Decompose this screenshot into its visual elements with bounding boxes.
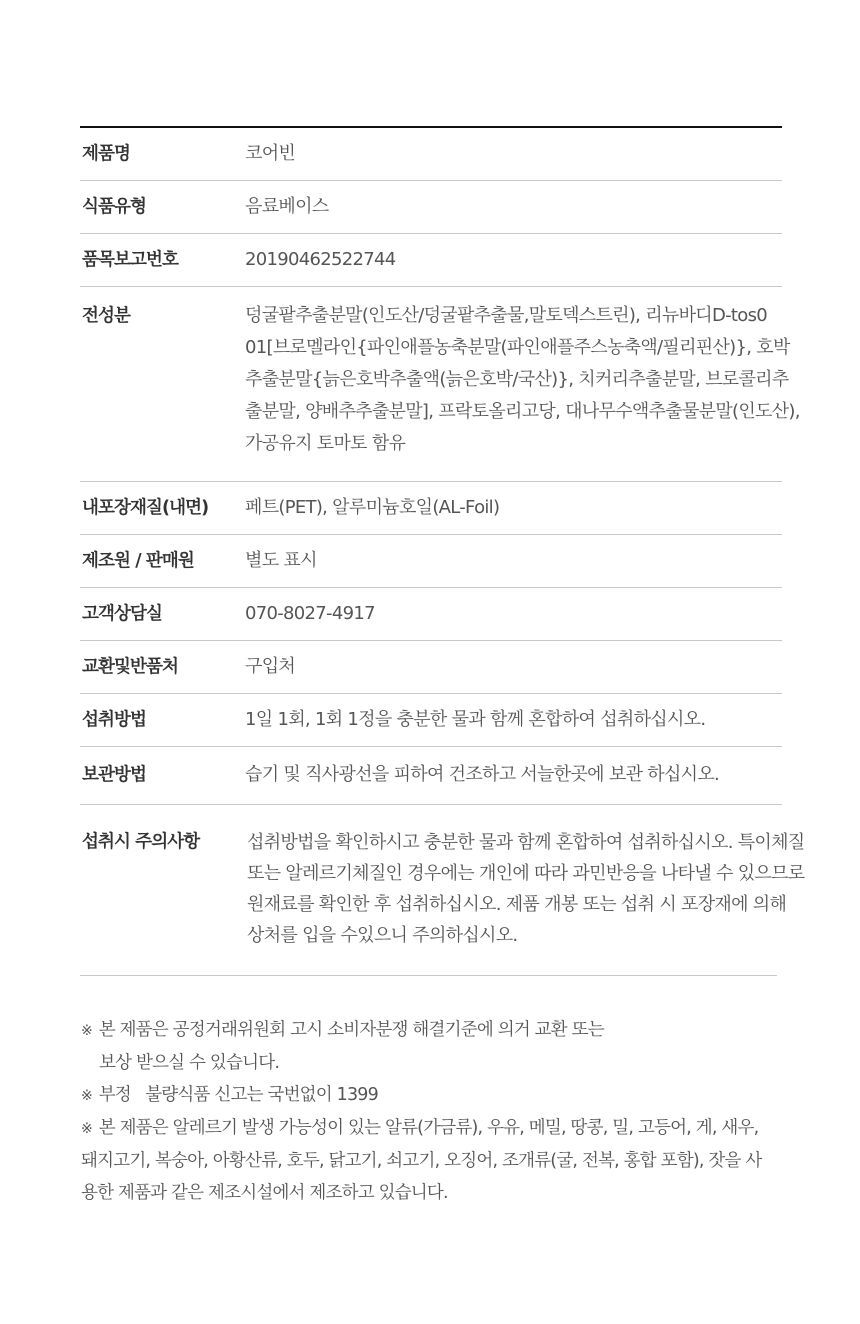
ingredients-line: 01[브로멜라인{파인애플농축분말(파인애플주스농축액/필리핀산)}, 호박 xyxy=(245,337,790,358)
notice-line: 돼지고기, 복숭아, 아황산류, 호두, 닭고기, 쇠고기, 오징어, 조개류(굴, 전복, 홍합 포함), 잣을 사 xyxy=(81,1151,762,1171)
caution-line: 또는 알레르기체질인 경우에는 개인에 따라 과민반응을 나타낼 수 있으므로 xyxy=(247,863,805,884)
info-row-storage-method xyxy=(80,747,782,805)
ingredients-value xyxy=(245,300,800,460)
caution-value xyxy=(245,827,805,951)
info-row-intake-caution xyxy=(80,805,805,981)
info-label: 전성분 xyxy=(82,306,131,326)
product-info-table xyxy=(80,126,805,981)
notice-line: 용한 제품과 같은 제조시설에서 제조하고 있습니다. xyxy=(81,1183,448,1203)
notice-line xyxy=(81,1112,791,1145)
caution-line: 상처를 입을 수있으니 주의하십시오. xyxy=(247,925,518,946)
caution-line: 원재료를 확인한 후 섭취하십시오. 제품 개봉 또는 섭취 시 포장재에 의해 xyxy=(247,894,787,915)
info-row-report-number xyxy=(80,234,782,287)
info-value: 070-8027-4917 xyxy=(245,603,375,624)
info-label: 식품유형 xyxy=(82,197,147,217)
info-value: 페트(PET), 알루미늄호일(AL-Foil) xyxy=(245,497,500,518)
info-label: 내포장재질(내면) xyxy=(82,498,209,518)
notice-text: 본 제품은 공정거래위원회 고시 소비자분쟁 해결기준에 의거 교환 또는 xyxy=(98,1020,604,1040)
reference-mark: ※ xyxy=(81,1023,92,1039)
info-value: 구입처 xyxy=(245,656,296,677)
info-row-product-name xyxy=(80,128,782,181)
ingredients-line: 가공유지 토마토 함유 xyxy=(245,433,406,454)
info-value: 음료베이스 xyxy=(245,196,329,217)
info-label: 섭취시 주의사항 xyxy=(82,832,200,852)
info-row-intake-method xyxy=(80,694,782,747)
notice-line xyxy=(81,1014,791,1047)
notice-section xyxy=(81,1014,791,1209)
ingredients-line: 출분말, 양배추추출분말], 프락토올리고당, 대나무수액추출물분말(인도산), xyxy=(245,401,800,422)
info-row-customer-service xyxy=(80,588,782,641)
ingredients-line: 덩굴팥추출분말(인도산/덩굴팥추출물,말토덱스트린), 리뉴바디D-tos0 xyxy=(245,305,768,326)
notice-text: 본 제품은 알레르기 발생 가능성이 있는 알류(가금류), 우유, 메밀, 땅콩, 밀, 고등어, 게, 새우, xyxy=(98,1118,759,1138)
reference-mark: ※ xyxy=(81,1121,92,1137)
notice-line xyxy=(81,1079,791,1112)
info-row-ingredients xyxy=(80,287,800,482)
reference-mark: ※ xyxy=(81,1088,92,1104)
info-row-packaging xyxy=(80,482,782,535)
info-row-food-type xyxy=(80,181,782,234)
info-label: 제품명 xyxy=(82,144,131,164)
info-row-manufacturer xyxy=(80,535,782,588)
info-label: 보관방법 xyxy=(82,765,147,785)
info-label: 교환및반품처 xyxy=(82,657,179,677)
info-value: 1일 1회, 1회 1정을 충분한 물과 함께 혼합하여 섭취하십시오. xyxy=(245,709,706,730)
notice-line: 보상 받으실 수 있습니다. xyxy=(99,1053,280,1073)
info-value: 20190462522744 xyxy=(245,249,396,270)
caution-line: 섭취방법을 확인하시고 충분한 물과 함께 혼합하여 섭취하십시오. 특이체질 xyxy=(247,832,805,853)
info-label: 품목보고번호 xyxy=(82,250,179,270)
ingredients-line: 추출분말{늙은호박추출액(늙은호박/국산)}, 치커리추출분말, 브로콜리추 xyxy=(245,369,789,390)
info-value: 별도 표시 xyxy=(245,550,317,571)
table-bottom-divider xyxy=(80,975,777,976)
info-label: 섭취방법 xyxy=(82,710,147,730)
info-value: 코어빈 xyxy=(245,143,296,164)
info-label: 고객상담실 xyxy=(82,604,163,624)
info-label: 제조원 / 판매원 xyxy=(82,551,194,571)
info-row-exchange-return xyxy=(80,641,782,694)
info-value: 습기 및 직사광선을 피하여 건조하고 서늘한곳에 보관 하십시오. xyxy=(245,764,720,785)
notice-text: 부정 불량식품 신고는 국번없이 1399 xyxy=(98,1085,378,1105)
